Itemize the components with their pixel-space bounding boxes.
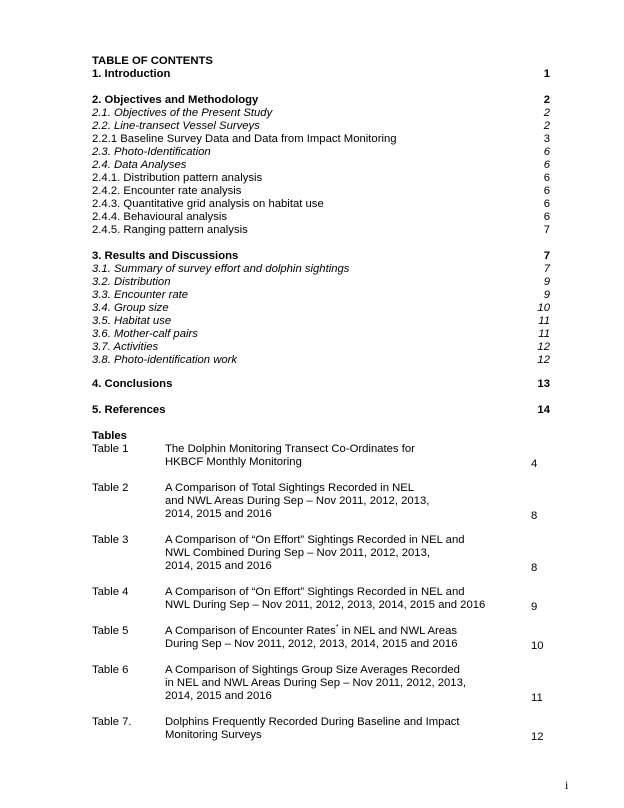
toc-entry-page: 3 [543, 133, 550, 145]
toc-entry-label: 2.4. Data Analyses [92, 159, 187, 171]
table-list-label: Table 5 [92, 625, 129, 637]
table-list-title-line: A Comparison of “On Effort” Sightings Recorded in NEL and [165, 534, 465, 546]
toc-entry-label: 2.4.5. Ranging pattern analysis [92, 224, 248, 236]
toc-entry-page: 2 [543, 120, 550, 132]
toc-entry-page: 12 [537, 341, 550, 353]
toc-entry-label: 2.4.4. Behavioural analysis [92, 211, 228, 223]
table-list-label: Table 3 [92, 534, 129, 546]
toc-entry-label: 3.6. Mother-calf pairs [92, 328, 198, 340]
table-list-title[interactable] [165, 664, 505, 703]
toc-entry-label: 3.7. Activities [92, 341, 159, 353]
table-list-page: 10 [531, 640, 544, 652]
table-list-label: Table 7. [92, 716, 132, 728]
toc-entry-page: 14 [537, 404, 550, 416]
toc-entry[interactable] [92, 185, 550, 198]
table-list-title[interactable] [165, 534, 505, 573]
toc-entry[interactable] [92, 250, 550, 263]
toc-entry-page: 6 [543, 198, 550, 210]
toc-entry-label: 2.2.1 Baseline Survey Data and Data from Impact Monitoring [92, 133, 397, 145]
toc-entry-page: 2 [543, 107, 550, 119]
toc-entry-page: 11 [538, 315, 550, 327]
toc-entry[interactable] [92, 198, 550, 211]
table-list-title-line: 2014, 2015 and 2016 [165, 560, 272, 572]
toc-entry-label: 3.5. Habitat use [92, 315, 172, 327]
table-list-page: 8 [531, 562, 538, 574]
toc-entry-page: 6 [543, 159, 550, 171]
toc-entry[interactable] [92, 315, 550, 328]
toc-entry[interactable] [92, 133, 550, 146]
toc-entry[interactable] [92, 172, 550, 185]
toc-entry-page: 6 [543, 146, 550, 158]
table-list-title[interactable] [165, 716, 505, 742]
table-list-page: 12 [531, 731, 544, 743]
toc-entry[interactable] [92, 159, 550, 172]
toc-entry-page: 12 [537, 354, 550, 366]
toc-heading: TABLE OF CONTENTS [92, 55, 213, 67]
table-list-title-line: 2014, 2015 and 2016 [165, 690, 272, 702]
toc-entry-page: 9 [543, 289, 550, 301]
table-list-title-line: During Sep – Nov 2011, 2012, 2013, 2014, 2015 and 2016 [165, 638, 458, 650]
toc-entry-label: 2.2. Line-transect Vessel Surveys [92, 120, 260, 132]
table-list-page: 9 [531, 601, 538, 613]
table-list-label: Table 2 [92, 482, 129, 494]
toc-entry-page: 7 [543, 263, 550, 275]
table-list-title-line: Dolphins Frequently Recorded During Baseline and Impact [165, 716, 460, 728]
toc-entry-page: 7 [543, 224, 550, 236]
table-list-label: Table 6 [92, 664, 129, 676]
toc-entry-page: 9 [543, 276, 550, 288]
tables-heading: Tables [92, 430, 127, 442]
toc-entry-label: 3.8. Photo-identification work [92, 354, 238, 366]
toc-entry-label: 2.1. Objectives of the Present Study [92, 107, 273, 119]
table-list-title-line: A Comparison of Total Sightings Recorded in NEL [165, 482, 415, 494]
toc-entry-page: 13 [537, 378, 550, 390]
toc-entry-label: 1. Introduction [92, 68, 171, 80]
toc-entry[interactable] [92, 263, 550, 276]
toc-entry[interactable] [92, 404, 550, 417]
toc-entry[interactable] [92, 120, 550, 133]
toc-entry[interactable] [92, 211, 550, 224]
toc-entry[interactable] [92, 146, 550, 159]
table-list-title-line: NWL Combined During Sep – Nov 2011, 2012, 2013, [165, 547, 431, 559]
toc-entry-page: 6 [543, 211, 550, 223]
toc-entry-label: 2. Objectives and Methodology [92, 94, 259, 106]
toc-entry[interactable] [92, 378, 550, 391]
toc-entry-page: 6 [543, 172, 550, 184]
table-list-title-line: HKBCF Monthly Monitoring [165, 456, 302, 468]
toc-entry[interactable] [92, 68, 550, 81]
toc-entry[interactable] [92, 224, 550, 237]
table-list-title[interactable] [165, 586, 505, 612]
table-list-title-line: The Dolphin Monitoring Transect Co-Ordinates for [165, 443, 415, 455]
toc-entry-label: 3.2. Distribution [92, 276, 171, 288]
table-list-page: 11 [531, 692, 543, 704]
toc-entry[interactable] [92, 328, 550, 341]
table-list-title-line: A Comparison of Sightings Group Size Averages Recorded [165, 664, 460, 676]
toc-entry-page: 2 [543, 94, 550, 106]
table-list-label: Table 1 [92, 443, 129, 455]
toc-entry-page: 6 [543, 185, 550, 197]
toc-entry-label: 3.3. Encounter rate [92, 289, 189, 301]
toc-entry[interactable] [92, 276, 550, 289]
table-list-title-line: A Comparison of “On Effort” Sightings Recorded in NEL and [165, 586, 465, 598]
table-list-title[interactable] [165, 625, 505, 651]
toc-entry[interactable] [92, 289, 550, 302]
toc-entry-label: 5. References [92, 404, 166, 416]
toc-entry-page: 10 [537, 302, 550, 314]
table-list-title-line: in NEL and NWL Areas During Sep – Nov 2011, 2012, 2013, [165, 677, 467, 689]
toc-entry-label: 3. Results and Discussions [92, 250, 239, 262]
toc-entry-label: 3.1. Summary of survey effort and dolphin sightings [92, 263, 350, 275]
toc-entry[interactable] [92, 94, 550, 107]
table-list-label: Table 4 [92, 586, 129, 598]
toc-entry[interactable] [92, 341, 550, 354]
toc-entry-label: 2.4.1. Distribution pattern analysis [92, 172, 263, 184]
toc-entry[interactable] [92, 107, 550, 120]
table-list-title-line: NWL During Sep – Nov 2011, 2012, 2013, 2014, 2015 and 2016 [165, 599, 486, 611]
toc-entry-page: 11 [538, 328, 550, 340]
table-list-title[interactable] [165, 482, 505, 521]
toc-entry[interactable] [92, 302, 550, 315]
toc-entry-label: 2.4.2. Encounter rate analysis [92, 185, 242, 197]
toc-entry-label: 3.4. Group size [92, 302, 169, 314]
table-list-page: 8 [531, 510, 538, 522]
table-list-title-line: A Comparison of Encounter Rates* in NEL and NWL Areas [165, 624, 458, 637]
toc-entry[interactable] [92, 354, 550, 367]
toc-entry-label: 2.4.3. Quantitative grid analysis on habitat use [92, 198, 324, 210]
page-number-footer: i [565, 778, 569, 792]
toc-entry-label: 4. Conclusions [92, 378, 173, 390]
table-list-page: 4 [531, 458, 538, 470]
table-list-title[interactable] [165, 443, 505, 469]
table-list-title-line: and NWL Areas During Sep – Nov 2011, 2012, 2013, [165, 495, 430, 507]
table-list-title-line: Monitoring Surveys [165, 729, 262, 741]
toc-entry-page: 1 [543, 68, 550, 80]
toc-entry-page: 7 [543, 250, 550, 262]
toc-entry-label: 2.3. Photo-Identification [92, 146, 211, 158]
table-list-title-line: 2014, 2015 and 2016 [165, 508, 272, 520]
